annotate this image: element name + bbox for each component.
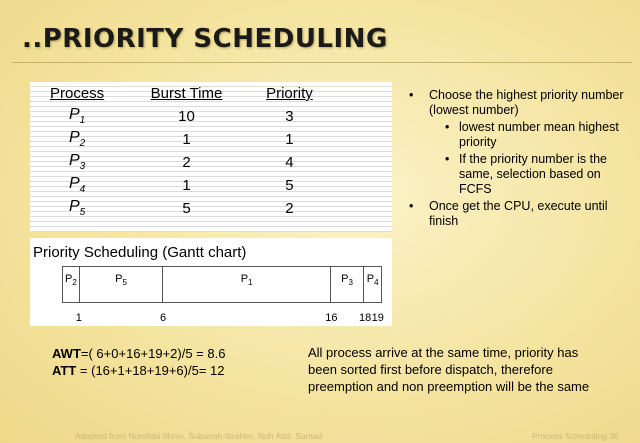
priority-value: 5 — [285, 177, 294, 194]
bullet-text: Once get the CPU, execute until finish — [429, 199, 608, 228]
gantt-segment-subscript: 5 — [122, 278, 127, 288]
burst-time: 10 — [178, 108, 195, 125]
gantt-segment-label: P — [341, 273, 349, 285]
gantt-segment-p2 — [63, 267, 80, 302]
priority-value: 3 — [285, 108, 294, 125]
title-divider — [12, 62, 632, 63]
process-table — [30, 82, 330, 220]
process-name: $P_4$ — [68, 175, 86, 196]
bullet-item — [408, 88, 636, 197]
gantt-chart — [62, 266, 382, 303]
gantt-segment-subscript: 2 — [72, 278, 77, 288]
att-label: ATT — [52, 363, 77, 378]
bullet-list — [408, 88, 636, 231]
table-row — [30, 197, 330, 220]
slide-title: ..PRIORITY SCHEDULING — [22, 24, 388, 54]
priority-value: 4 — [285, 154, 294, 171]
gantt-tick-label: 6 — [159, 312, 167, 324]
awt-formula: =( 6+0+16+19+2)/5 = 8.6 — [80, 346, 226, 361]
awt-line — [52, 345, 225, 362]
table-row — [30, 174, 330, 197]
gantt-segment-subscript: 4 — [374, 278, 379, 288]
burst-time: 1 — [182, 131, 191, 148]
gantt-segment-label: P — [64, 273, 73, 285]
awt-label: AWT — [52, 346, 81, 361]
header-burst-time: Burst Time — [150, 85, 223, 102]
footer-page: Process Scheduling 36 — [532, 431, 619, 441]
sub-bullet-list — [429, 120, 636, 197]
burst-time: 2 — [182, 154, 191, 171]
table-row — [30, 105, 330, 128]
gantt-tick-label: 1 — [75, 312, 82, 324]
process-name: $P_3$ — [68, 152, 86, 173]
gantt-segment-label: P — [240, 273, 249, 285]
att-formula: = (16+1+18+19+6)/5= 12 — [76, 363, 225, 378]
burst-time: 5 — [182, 200, 191, 217]
process-name: $P_1$ — [68, 106, 86, 127]
gantt-segment-p4 — [364, 267, 381, 302]
gantt-segment-label: P — [115, 273, 123, 285]
table-row — [30, 128, 330, 151]
gantt-segment-p5 — [80, 267, 164, 302]
burst-time: 1 — [182, 177, 191, 194]
gantt-segment-subscript: 1 — [248, 278, 253, 288]
gantt-segment-p3 — [331, 267, 364, 302]
process-name: $P_2$ — [68, 129, 86, 150]
gantt-title: Priority Scheduling (Gantt chart) — [33, 244, 247, 261]
waiting-time-summary — [52, 345, 225, 379]
priority-value: 1 — [285, 131, 294, 148]
sub-bullet-item: • lowest number mean highest priority — [429, 120, 636, 150]
bullet-text: Choose the highest priority number (lowest number) — [429, 88, 624, 117]
process-name: $P_5$ — [68, 198, 86, 219]
header-process: Process — [50, 85, 105, 102]
table-row — [30, 151, 330, 174]
gantt-segment-label: P — [366, 273, 375, 285]
priority-value: 2 — [285, 200, 294, 217]
gantt-tick-label: 19 — [371, 312, 384, 324]
gantt-segment-p1 — [163, 267, 330, 302]
footer-credit: Adapted from Norafida Ithnin, Subanah Ibrahim, Noh Abd. Samad — [75, 431, 323, 441]
gantt-segment-subscript: 3 — [348, 278, 353, 288]
header-priority: Priority — [266, 85, 313, 102]
att-line — [52, 362, 225, 379]
gantt-tick-label: 18 — [358, 312, 372, 324]
sub-bullet-item: • If the priority number is the same, selection based on FCFS — [429, 152, 636, 197]
bullet-item — [408, 199, 636, 229]
gantt-tick-label: 16 — [325, 312, 338, 324]
table-header-row — [30, 82, 330, 105]
arrival-note: All process arrive at the same time, priority has been sorted first before dispatch, therefore preemption and non preemption will be the same — [308, 345, 590, 394]
